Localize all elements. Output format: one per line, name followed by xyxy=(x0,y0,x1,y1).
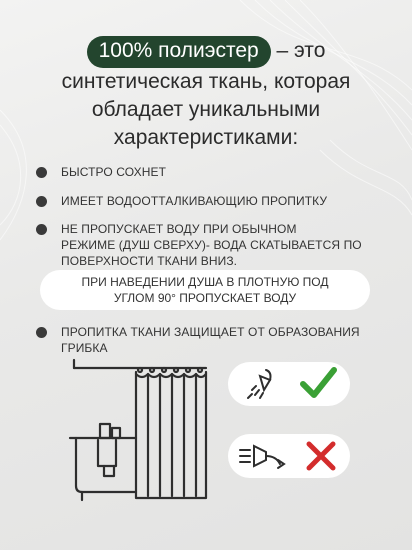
headline-rest: – это xyxy=(270,39,326,62)
headline xyxy=(0,36,412,152)
bullet-text: НЕ ПРОПУСКАЕТ ВОДУ ПРИ ОБЫЧНОМ xyxy=(61,222,297,236)
headline-line2: синтетическая ткань, которая xyxy=(61,70,351,93)
bullet-text: ПРОПИТКА ТКАНИ ЗАЩИЩАЕТ ОТ ОБРАЗОВАНИЯ xyxy=(61,325,360,339)
bullet-water-repellent xyxy=(36,193,327,209)
bullet-quick-dry xyxy=(36,164,166,180)
side-shower-icon xyxy=(234,434,290,478)
bullet-text: ГРИБКА xyxy=(61,341,108,355)
polyester-highlight: 100% полиэстер xyxy=(87,36,271,68)
note-pill xyxy=(40,270,370,310)
note-text: УГЛОМ 90° ПРОПУСКАЕТ ВОДУ xyxy=(113,291,297,305)
bullet-dot xyxy=(36,327,47,338)
bullet-dot xyxy=(36,196,47,207)
bullet-dot xyxy=(36,167,47,178)
bullet-anti-fungus xyxy=(36,324,360,356)
headline-line1 xyxy=(0,36,412,68)
cross-icon xyxy=(304,439,338,473)
bullet-no-leak xyxy=(36,221,362,269)
bathtub-curtain-illustration xyxy=(60,358,220,508)
bullet-text: ИМЕЕТ ВОДООТТАЛКИВАЮЩИЮ ПРОПИТКУ xyxy=(61,194,328,208)
check-icon xyxy=(298,364,338,404)
bullet-text: ПОВЕРХНОСТИ ТКАНИ ВНИЗ. xyxy=(61,254,238,268)
headline-line3: обладает уникальными xyxy=(91,98,321,121)
headline-line4: характеристиками: xyxy=(113,126,299,149)
bullet-text: РЕЖИМЕ (ДУШ СВЕРХУ)- ВОДА СКАТЫВАЕТСЯ ПО xyxy=(61,238,362,252)
bullet-dot xyxy=(36,224,47,235)
bullet-text: БЫСТРО СОХНЕТ xyxy=(61,165,167,179)
cross-pill xyxy=(228,434,350,478)
shower-head-icon xyxy=(238,362,282,406)
note-text: ПРИ НАВЕДЕНИИ ДУША В ПЛОТНУЮ ПОД xyxy=(81,275,329,289)
check-pill xyxy=(228,362,350,406)
